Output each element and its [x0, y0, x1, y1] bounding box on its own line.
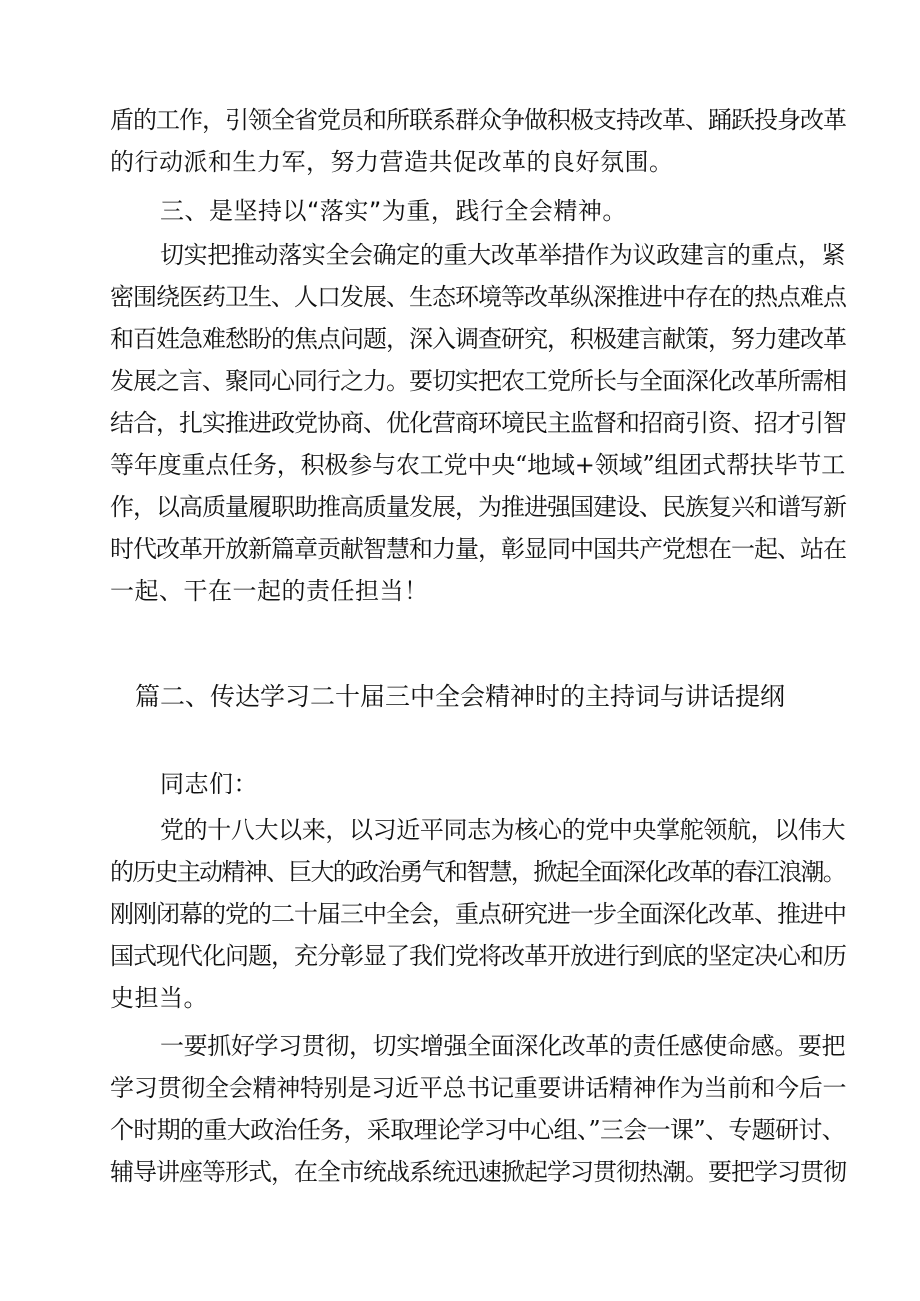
section-heading: 三、是坚持以“落实”为重，践行全会精神。 — [160, 197, 627, 225]
article-title: 篇二、传达学习二十届三中全会精神时的主持词与讲话提纲 — [134, 682, 785, 711]
body-text-line: 学习贯彻全会精神特别是习近平总书记重要讲话精神作为当前和今后一 — [110, 1074, 847, 1102]
body-text-line: 一起、干在一起的责任担当！ — [110, 577, 429, 605]
body-text-line: 党的十八大以来，以习近平同志为核心的党中央掌舵领航，以伟大 — [160, 816, 845, 844]
body-text-line: 个时期的重大政治任务，采取理论学习中心组、”三会一课”、专题研讨、 — [110, 1116, 845, 1144]
body-text-line: 国式现代化问题，充分彰显了我们党将改革开放进行到底的坚定决心和历 — [110, 942, 846, 970]
body-text-line: 刚刚闭幕的党的二十届三中全会，重点研究进一步全面深化改革、推进中 — [110, 900, 846, 928]
body-text-line: 史担当。 — [110, 984, 208, 1012]
body-text-line: 等年度重点任务，积极参与农工党中央“地域+领域”组团式帮扶毕节工 — [110, 451, 845, 479]
body-text-line: 发展之言、聚同心同行之力。要切实把农工党所长与全面深化改革所需相 — [110, 367, 846, 395]
body-text-line: 辅导讲座等形式，在全市统战系统迅速掀起学习贯彻热潮。要把学习贯彻 — [110, 1158, 846, 1186]
body-text-line: 的历史主动精神、巨大的政治勇气和智慧，掀起全面深化改革的春江浪潮。 — [110, 858, 845, 886]
salutation: 同志们： — [160, 770, 258, 798]
body-text-line: 作，以高质量履职助推高质量发展，为推进强国建设、民族复兴和谱写新 — [110, 493, 846, 521]
body-text-line: 密围绕医药卫生、人口发展、生态环境等改革纵深推进中存在的热点难点 — [110, 283, 846, 311]
body-text-line: 和百姓急难愁盼的焦点问题，深入调查研究，积极建言献策，努力建改革 — [110, 325, 846, 353]
body-text-line: 一要抓好学习贯彻，切实增强全面深化改革的责任感使命感。要把 — [160, 1032, 845, 1060]
body-text-line: 盾的工作，引领全省党员和所联系群众争做积极支持改革、踊跃投身改革 — [110, 106, 846, 134]
body-text-line: 时代改革开放新篇章贡献智慧和力量，彰显同中国共产党想在一起、站在 — [110, 535, 846, 563]
body-text-line: 切实把推动落实全会确定的重大改革举措作为议政建言的重点，紧 — [160, 241, 845, 269]
body-text-line: 结合，扎实推进政党协商、优化营商环境民主监督和招商引资、招才引智 — [110, 409, 846, 437]
body-text-line: 的行动派和生力军，努力营造共促改革的良好氛围。 — [110, 148, 674, 176]
